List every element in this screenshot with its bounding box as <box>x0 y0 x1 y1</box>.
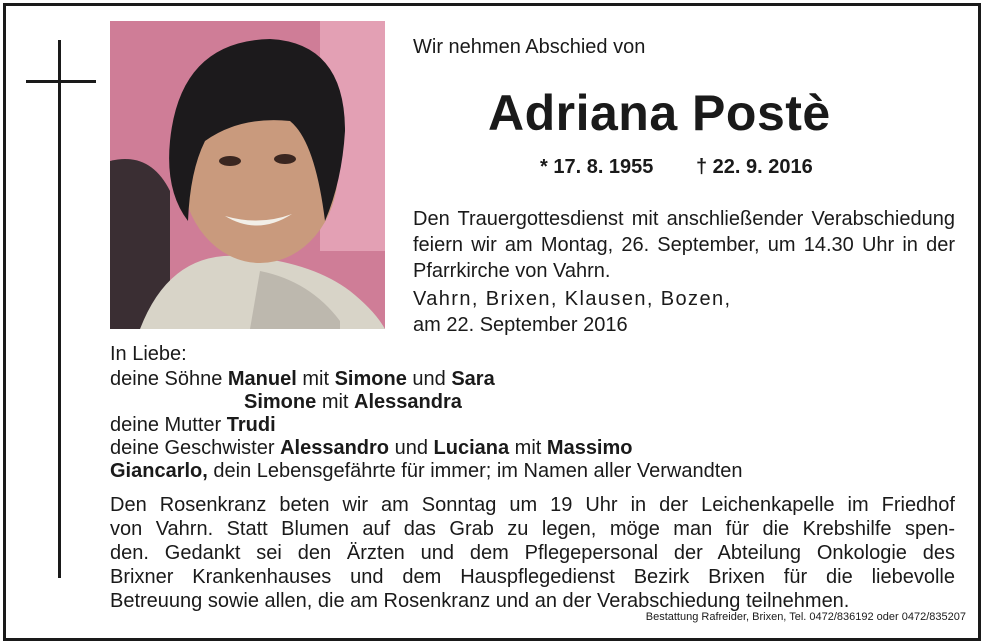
life-partner-name: Giancarlo, <box>110 460 208 482</box>
partner-name: Alessandra <box>354 391 462 413</box>
siblings-prefix: deine Geschwister <box>110 437 275 459</box>
paragraph-line: von Vahrn. Statt Blumen auf das Grab zu legen, möge man für die Krebshilfe spen- <box>110 518 955 540</box>
paragraph-line: Den Rosenkranz beten wir am Sonntag um 19 Uhr in der Leichenkapelle im Friedhof <box>110 494 955 516</box>
intro-text: Wir nehmen Abschied von <box>413 36 646 58</box>
family-line-sons <box>110 368 495 391</box>
rosary-paragraph <box>110 493 955 613</box>
mother-name: Trudi <box>226 414 276 436</box>
paragraph-line: Betreuung sowie allen, die am Rosenkranz und an der Verabschiedung teilnehmen. <box>110 590 850 612</box>
son-name: Simone <box>244 391 317 413</box>
mother-prefix: deine Mutter <box>110 414 222 436</box>
sons-prefix: deine Söhne <box>110 368 223 390</box>
grandchild-name: Sara <box>451 368 495 390</box>
family-line-partner <box>110 460 743 483</box>
place-date-text: am 22. September 2016 <box>413 314 628 336</box>
family-line-son2 <box>244 391 462 414</box>
cross-icon <box>58 40 61 578</box>
service-announcement: Den Trauergottesdienst mit anschließender Verabschiedung feiern wir am Montag, 26. September, um 14.30 Uhr in der Pfarrkirche von Vahrn. <box>413 208 955 282</box>
portrait-photo <box>110 21 385 329</box>
birth-date: * 17. 8. 1955 <box>540 156 654 178</box>
son-name: Manuel <box>227 368 297 390</box>
sibling-name: Alessandro <box>280 437 390 459</box>
places-text: Vahrn, Brixen, Klausen, Bozen, <box>413 288 732 310</box>
partner-text: dein Lebensgefährte für immer; im Namen aller Verwandten <box>213 460 743 482</box>
paragraph-line: den. Gedankt sei den Ärzten und dem Pflegepersonal der Abteilung Onkologie des <box>110 542 955 564</box>
connector-text: und <box>412 368 446 390</box>
death-date: † 22. 9. 2016 <box>696 156 813 178</box>
family-line-siblings <box>110 437 633 460</box>
deceased-name: Adriana Postè <box>488 85 831 141</box>
connector-text: und <box>394 437 428 459</box>
partner-name: Simone <box>334 368 407 390</box>
in-liebe-heading: In Liebe: <box>110 343 187 365</box>
funeral-home-footer: Bestattung Rafreider, Brixen, Tel. 0472/836192 oder 0472/835207 <box>645 611 966 623</box>
cross-bar <box>26 80 96 83</box>
paragraph-line: Brixner Krankenhauses und dem Hauspflegedienst Bezirk Brixen für die liebevolle <box>110 566 955 588</box>
connector-text: mit <box>321 391 349 413</box>
connector-text: mit <box>302 368 330 390</box>
partner-name: Massimo <box>546 437 633 459</box>
sibling-name: Luciana <box>433 437 510 459</box>
family-line-mother <box>110 414 276 437</box>
connector-text: mit <box>514 437 542 459</box>
